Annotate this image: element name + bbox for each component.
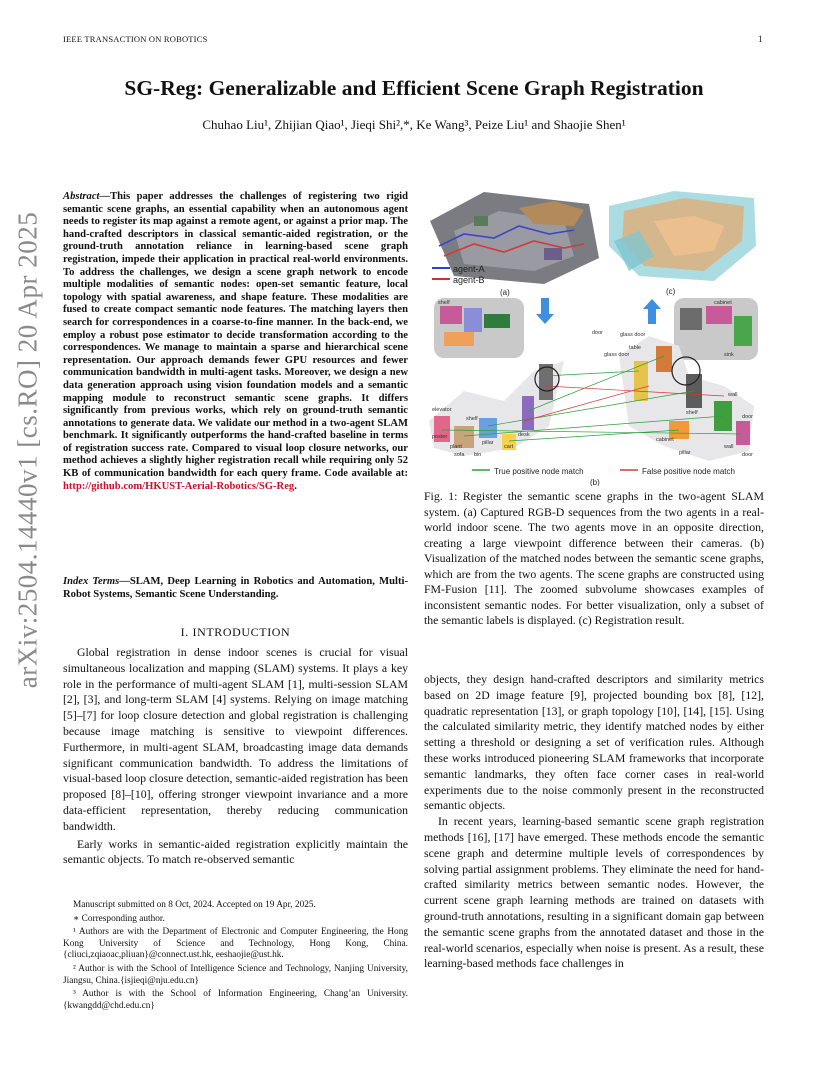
- footnote-affiliation-3: ³ Author is with the School of Information Engineering, Chang’an University.{kwangdd@chd.edu.cn}: [63, 989, 408, 1011]
- index-terms-text: —SLAM, Deep Learning in Robotics and Automation, Multi-Robot Systems, Semantic Scene Understanding.: [63, 576, 408, 600]
- panel-c-pointcloud: [609, 191, 756, 281]
- panel-c-label: (c): [666, 287, 676, 296]
- up-arrow-icon: [643, 299, 661, 324]
- panel-a-label: (a): [500, 288, 510, 297]
- fig-label-door-b: door: [742, 414, 754, 420]
- down-arrow-icon: [536, 298, 554, 324]
- footnotes: [63, 900, 408, 1012]
- section-heading-introduction: I. INTRODUCTION: [180, 625, 291, 639]
- legend-agent-a: agent-A: [453, 264, 485, 274]
- page-number: 1: [758, 34, 763, 44]
- fig-label-sink: sink: [724, 352, 734, 358]
- fig-label-door: door: [592, 330, 604, 336]
- figure-1-caption: Fig. 1: Register the semantic scene graphs in the two-agent SLAM system. (a) Captured RGB-D sequences from the two agents in a real-world indoor scene. The two agents move in an opposite direction, creating a large viewpoint difference between their cameras. (b) Visualization of the matched nodes between the semantic scene graphs, which are from the two agents. The scene graphs are constructed using FM-Fusion [11]. The zoomed subvolume showcases examples of inconsistent semantic nodes. For better visualization, only a subset of the semantic labels is displayed. (c) Registration result.: [424, 489, 764, 627]
- arxiv-stamp: [8, 170, 48, 730]
- abstract-label: Abstract: [63, 191, 100, 202]
- introduction-right-column: [424, 672, 764, 972]
- fig-label-cabinet: cabinet: [714, 300, 732, 306]
- fig-label-door-c: door: [742, 452, 754, 458]
- fig-label-glass-door-b: glass door: [620, 332, 646, 338]
- arxiv-stamp-text: arXiv:2504.14440v1 [cs.RO] 20 Apr 2025: [12, 211, 43, 689]
- fig-label-desk: desk: [518, 432, 530, 438]
- fig-label-plant: plant: [450, 444, 462, 450]
- fig-label-cart: cart: [504, 444, 514, 450]
- fig-label-table: table: [629, 345, 641, 351]
- fig-label-wall-b: wall: [724, 444, 734, 450]
- paper-title: SG-Reg: Generalizable and Efficient Scene Graph Registration: [124, 76, 704, 100]
- author-list: Chuhao Liu¹, Zhijian Qiao¹, Jieqi Shi²,*, Ke Wang³, Peize Liu¹ and Shaojie Shen¹: [202, 117, 626, 132]
- footnote-affiliation-1: ¹ Authors are with the Department of Electronic and Computer Engineering, the Hong Kong University of Science and Technology, Hong Kong, China.{cliuci,zqiaoac,pliuan}@connect.ust.hk, eeshaojie@ust.hk.: [63, 927, 408, 961]
- zoom-subvolume-left: [434, 298, 524, 358]
- panel-b-label: (b): [590, 478, 600, 486]
- figure-1-graphic: [424, 186, 764, 486]
- zoom-subvolume-right: [674, 298, 758, 360]
- figure-1: [424, 186, 764, 486]
- footnote-corresponding: ∗ Corresponding author.: [73, 913, 165, 924]
- introduction-left-column: [63, 645, 408, 868]
- fig-label-sofa: sofa: [454, 452, 465, 458]
- abstract: [63, 191, 408, 493]
- legend-false-positive: False positive node match: [642, 467, 735, 476]
- abstract-end: .: [294, 480, 297, 492]
- legend-true-positive: True positive node match: [494, 467, 584, 476]
- index-terms-label: Index Terms: [63, 576, 120, 587]
- intro-paragraph-1: Global registration in dense indoor scenes is crucial for visual simultaneous localization and mapping (SLAM) systems. It plays a key role in the performance of multi-agent SLAM [1], multi-session SLAM [2], [3], and long-term SLAM [4] systems. Relying on image matching [5]–[7] for loop closure detection and global registration is challenging because image matching is sensitive to viewpoint differences. Furthermore, in multi-agent SLAM, broadcasting image data demands significant communication bandwidth. To address the limitations of visual-based loop closure detection, semantic-aided registration has been proposed [8]–[10], offering stronger viewpoint invariance and a more data-efficient representation, thereby reducing communication bandwidth.: [63, 645, 408, 833]
- fig-label-poster: poster: [432, 434, 448, 440]
- fig-label-pillar-b: pillar: [679, 450, 691, 456]
- fig-label-shelf-c: shelf: [466, 416, 478, 422]
- right-paragraph-2: In recent years, learning-based semantic scene graph registration methods [16], [17] have emerged. These methods encode the semantic scene graph and determine multiple levels of correspondences by solving partial assignment problems. They eliminate the need for hand-crafted similarity metrics between semantic nodes. However, the current scene graph learning methods are trained on datasets with ground-truth annotations, resulting in a significant domain gap between the semantic scene graphs from the annotated dataset and those in the real-world scenarios, especially when noise is present. As a result, these learning-based methods face challenges in: [424, 814, 764, 971]
- journal-header: IEEE TRANSACTION ON ROBOTICS: [63, 34, 208, 44]
- abstract-text: —This paper addresses the challenges of registering two rigid semantic scene graphs, an essential capability when an autonomous agent needs to register its map against a remote agent, or against a prior map. The hand-crafted descriptors in classical semantic-aided registration, or the ground-truth annotation reliance in learning-based scene graph registration, impede their application in practical real-world environments. To address the challenges, we design a scene graph network to encode multiple modalities of semantic nodes: open-set semantic feature, local topology with spatial awareness, and shape feature. These modalities are fused to create compact semantic node features. The matching layers then search for correspondences in a coarse-to-fine manner. In the back-end, we employ a robust pose estimator to decide transformation according to the correspondences. We manage to maintain a sparse and hierarchical scene representation. Our approach demands fewer GPU resources and fewer communication bandwidth in multi-agent tasks. Moreover, we design a new data generation approach using vision foundation models and a semantic mapping module to reconstruct semantic scene graphs. It differs significantly from previous works, which rely on ground-truth semantic annotations to generate data. We validate our method in a two-agent SLAM benchmark. It significantly outperforms the hand-crafted baseline in terms of registration success rate. Compared to visual loop closure networks, our method achieves a slightly higher registration recall while requiring only 52 KB of communication bandwidth for each query frame. Code available at:: [63, 191, 408, 480]
- footnote-manuscript: Manuscript submitted on 8 Oct, 2024. Accepted on 19 Apr, 2025.: [73, 900, 316, 910]
- fig-label-bin: bin: [474, 452, 482, 458]
- fig-label-pillar: pillar: [482, 440, 494, 446]
- fig-label-shelf-b: shelf: [686, 410, 698, 416]
- fig-label-wall: wall: [728, 392, 738, 398]
- fig-label-glass-door: glass door: [604, 352, 630, 358]
- index-terms: [63, 576, 408, 601]
- legend-agent-b: agent-B: [453, 275, 485, 285]
- code-link[interactable]: http://github.com/HKUST-Aerial-Robotics/SG-Reg: [63, 480, 295, 492]
- fig-label-elevator: elevator: [432, 407, 452, 413]
- fig-label-shelf: shelf: [438, 300, 450, 306]
- intro-paragraph-2: Early works in semantic-aided registration explicitly maintain the semantic objects. To match re-observed semantic: [63, 836, 408, 867]
- right-paragraph-1: objects, they design hand-crafted descriptors and similarity metrics based on 2D image feature [9], projected bounding box [8], [12], quadratic representation [13], or graph topology [10], [14], [15]. Using the calculated similarity metric, they identify matched nodes by either setting a threshold or designing a set of verification rules. Although these works introduced pioneering SLAM frameworks that incorporate semantic landmarks, they often face corner cases in real-world experiments due to the noise commonly present in the reconstructed semantic objects.: [424, 672, 764, 813]
- footnote-affiliation-2: ² Author is with the School of Intelligence Science and Technology, Nanjing University, Jiangsu, China.{isjieqi@nju.edu.cn}: [63, 963, 408, 986]
- fig-label-cabinet-b: cabinet: [656, 437, 674, 443]
